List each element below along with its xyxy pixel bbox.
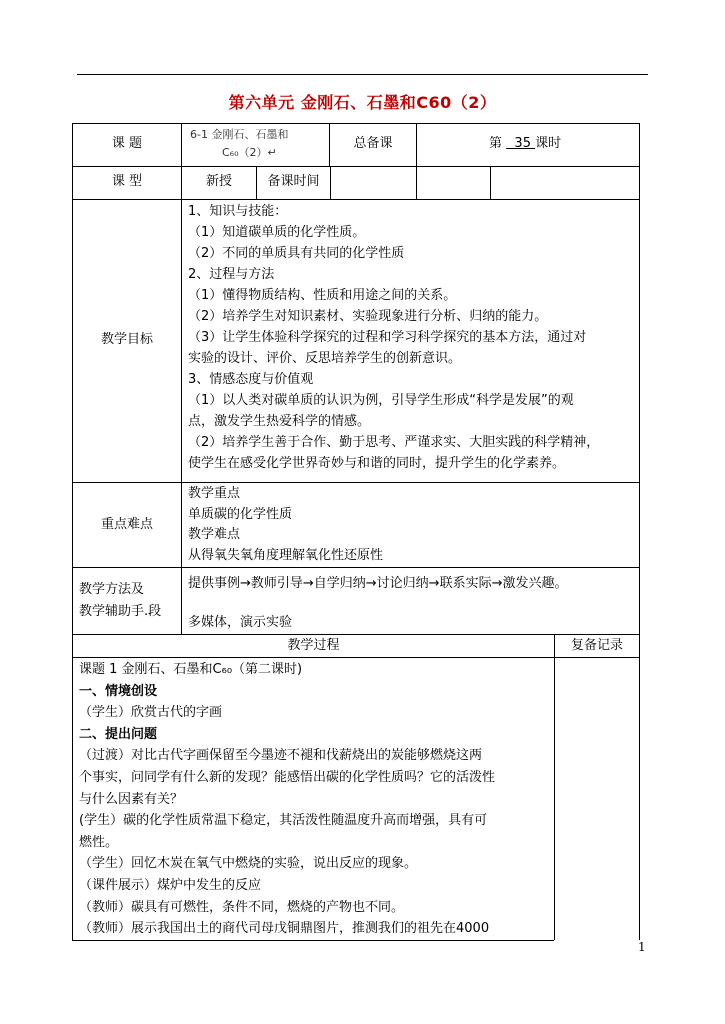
key-points-content (188, 484, 383, 566)
page-title: 第六单元 金刚石、石墨和C60（2） (228, 93, 497, 112)
objective-line: （1）知道碳单质的化学性质。 (188, 225, 366, 240)
process-line: （学生）回忆木炭在氧气中燃烧的实验，说出反应的现象。 (79, 856, 418, 872)
objective-line: （2）不同的单质具有共同的化学性质 (188, 246, 405, 261)
period-field (489, 134, 561, 154)
key-point-line: 从得氧失氧角度理解氧化性还原性 (188, 547, 384, 563)
process-line: （过渡）对比古代字画保留至今墨迹不褪和伐薪烧出的炭能够燃烧这两 (79, 748, 483, 764)
methods-flow: 提供事例→教师引导→自学归纳→讨论归纳→联系实际→激发兴趣。 (188, 576, 568, 591)
process-line: （课件展示）煤炉中发生的反应 (79, 877, 262, 893)
process-line: 与什么因素有关？ (79, 791, 184, 807)
objective-line: 点，激发学生热爱科学的情感。 (188, 414, 371, 429)
objective-line: （1）懂得物质结构、性质和用途之间的关系。 (188, 288, 457, 303)
objectives-label: 教学目标 (100, 332, 153, 347)
key-points-label: 重点难点 (100, 517, 153, 532)
objective-line: 3、情感态度与价值观 (188, 372, 314, 387)
process-content (79, 659, 495, 940)
process-heading: 一、情境创设 (79, 683, 158, 699)
objective-line: 2、过程与方法 (188, 267, 275, 282)
topic-value-line2: C₆₀（2）↵ (222, 146, 277, 159)
objective-line: 实验的设计、评价、反思培养学生的创新意识。 (188, 351, 462, 366)
methods-label-line1: 教学方法及 (79, 582, 145, 597)
topic-label: 课 题 (111, 136, 143, 151)
period-prefix: 第 (489, 136, 503, 151)
methods-label-line2: 教学辅助手.段 (79, 604, 162, 619)
key-point-line: 教学难点 (188, 527, 241, 542)
objectives-content (188, 201, 599, 474)
header-rule (77, 74, 648, 75)
methods-tools: 多媒体，演示实验 (188, 615, 293, 630)
process-line: （学生）欣赏古代的字画 (79, 705, 223, 721)
period-number: 35 (514, 136, 531, 151)
process-heading: 二、提出问题 (79, 726, 158, 742)
process-line: 课题 1 金刚石、石墨和C₆₀（第二课时) (79, 662, 303, 677)
process-header: 教学过程 (287, 638, 340, 653)
objective-line: 1、知识与技能： (188, 204, 288, 219)
prep-time-label: 备课时间 (267, 174, 320, 189)
objective-line: （3）让学生体验科学探究的过程和学习科学探究的基本方法，通过对 (188, 330, 587, 345)
topic-value-line1: 6-1 金刚石、石墨和 (190, 128, 289, 141)
key-point-line: 单质碳的化学性质 (188, 506, 293, 522)
period-suffix: 课时 (535, 136, 562, 151)
process-line: 燃性。 (79, 834, 119, 850)
process-line: (学生）碳的化学性质常温下稳定，其活泼性随温度升高而增强，具有可 (79, 813, 488, 829)
lesson-type-label: 课 型 (111, 174, 143, 189)
process-line: （教师）碳具有可燃性，条件不同，燃烧的产物也不同。 (79, 899, 405, 915)
objective-line: （2）培养学生善于合作、勤于思考、严谨求实、大胆实践的科学精神， (188, 435, 600, 450)
key-point-line: 教学重点 (188, 486, 241, 501)
process-line: （教师）展示我国出土的商代司母戊铜鼎图片，推测我们的祖先在4000 (79, 921, 490, 937)
total-prep-label: 总备课 (353, 136, 393, 151)
process-line: 个事实，问同学有什么新的发现？能感悟出碳的化学性质吗？它的活泼性 (79, 769, 496, 785)
objective-line: 使学生在感受化学世界奇妙与和谐的同时，提升学生的化学素养。 (188, 456, 566, 471)
objective-line: （2）培养学生对知识素材、实验现象进行分析、归纳的能力。 (188, 309, 548, 324)
objective-line: （1）以人类对碳单质的认识为例，引导学生形成“科学是发展”的观 (188, 393, 574, 408)
lesson-type-value: 新授 (205, 174, 232, 189)
review-record-header: 复备记录 (570, 638, 623, 653)
page-number: 1 (638, 940, 646, 954)
